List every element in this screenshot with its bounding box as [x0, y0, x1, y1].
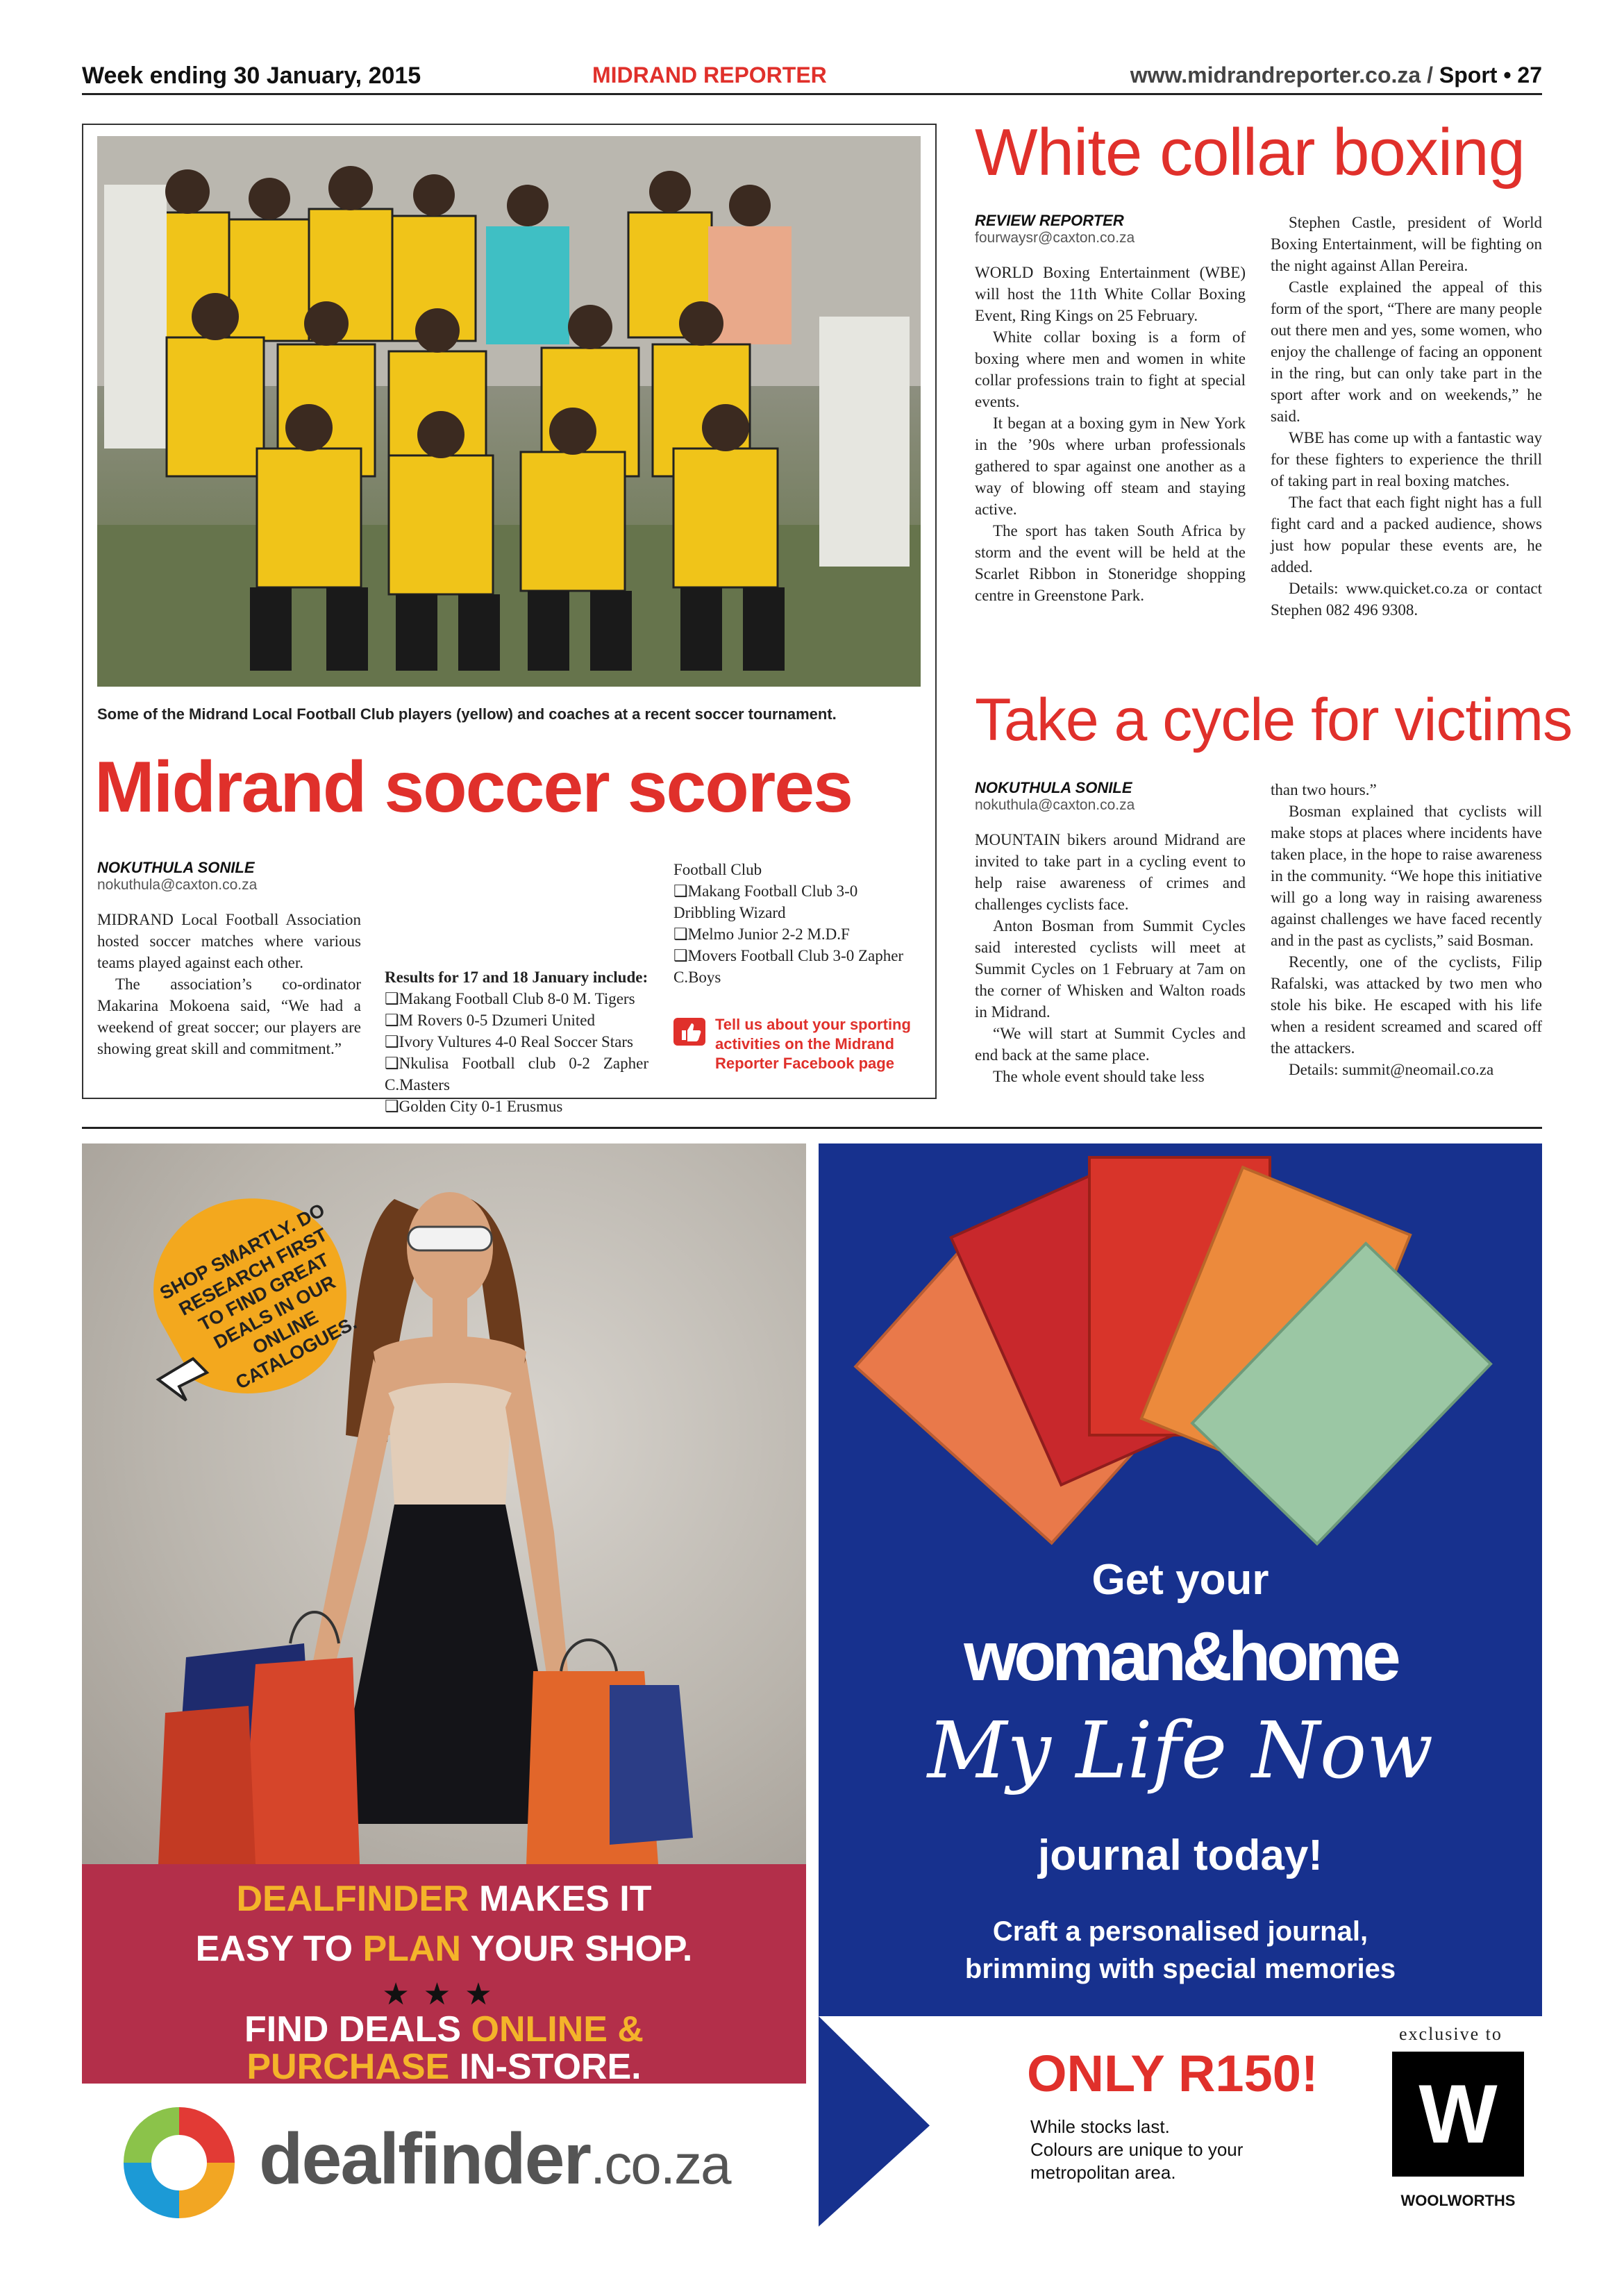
separator: / [1421, 62, 1439, 87]
boxing-column-2 [1271, 212, 1542, 621]
website-url[interactable]: www.midrandreporter.co.za [1130, 62, 1421, 87]
offer-terms: While stocks last. Colours are unique to your metropolitan area. [1030, 2116, 1244, 2183]
paragraph: than two hours.” [1271, 781, 1377, 798]
result-item: ❑ Ivory Vultures 4-0 Real Soccer Stars [385, 1031, 648, 1053]
woolworths-wordmark: WOOLWORTHS [1400, 2192, 1516, 2209]
paragraph: MOUNTAIN bikers around Midrand are invited to take part in a cycling event to help raise awareness of crimes and challenges cyclists face. [975, 831, 1246, 913]
dealfinder-logo-icon [117, 2100, 242, 2225]
article-column-2 [385, 966, 648, 1117]
craft-text: Craft a personalised journal, brimming with special memories [964, 1916, 1396, 1984]
band-line-3: FIND DEALS ONLINE & [244, 2009, 644, 2050]
result-item: ❑ Makang Football Club 3-0 Dribbling Wizard [673, 880, 916, 923]
paragraph: The whole event should take less [993, 1068, 1205, 1085]
author-email[interactable]: fourwaysr@caxton.co.za [975, 230, 1135, 246]
paragraph: WBE has come up with a fantastic way for these fighters to experience the thrill of taking part in real boxing matches. [1271, 429, 1542, 489]
section-divider [82, 1127, 1542, 1129]
result-item: ❑ Makang Football Club 8-0 M. Tigers [385, 988, 648, 1009]
soccer-article [82, 124, 937, 1115]
band-line-1: DEALFINDER MAKES IT [236, 1879, 652, 1919]
team-photo [97, 136, 921, 687]
result-item: ❑ Melmo Junior 2-2 M.D.F [673, 923, 916, 945]
paragraph: Details: www.quicket.co.za or contact Stephen 082 496 9308. [1271, 580, 1542, 619]
byline: NOKUTHULA SONILE [975, 779, 1132, 796]
author-email[interactable]: nokuthula@caxton.co.za [97, 877, 258, 893]
result-item: Football Club [673, 861, 762, 878]
band-line-4: PURCHASE IN-STORE. [246, 2047, 642, 2087]
photo-caption: Some of the Midrand Local Football Club players (yellow) and coaches at a recent soccer tournament. [97, 705, 837, 723]
paragraph: The fact that each fight night has a full fight card and a packed audience, shows just how popular these events are, he added. [1271, 494, 1542, 576]
results-heading: Results for 17 and 18 January include: [385, 969, 648, 986]
cycle-column-2 [1271, 779, 1542, 1080]
paragraph: “We will start at Summit Cycles and end back at the same place. [975, 1025, 1246, 1064]
header-right [1130, 62, 1542, 88]
star-divider: ★★★ [382, 1977, 506, 2012]
article-column-1 [97, 859, 361, 1059]
journal-name: My Life Now [927, 1706, 1434, 1796]
byline: REVIEW REPORTER [975, 212, 1124, 229]
dealfinder-wordmark: dealfinder.co.za [259, 2119, 730, 2199]
woolworths-logo-icon: W [1392, 2052, 1524, 2177]
paragraph: Recently, one of the cyclists, Filip Rafalski, was attacked by two men who stole his bike. He escaped with his life when a resident screamed and scared off the attackers. [1271, 953, 1542, 1057]
paragraph: It began at a boxing gym in New York in the ’90s where urban professionals gathered to spar against one another as a way of blowing off steam and staying active. [975, 414, 1246, 518]
paragraph: MIDRAND Local Football Association hosted soccer matches where various teams played against each other. [97, 911, 361, 971]
section-page: Sport • 27 [1439, 62, 1542, 87]
exclusive-to: exclusive to [1399, 2024, 1502, 2044]
badge-text: SHOP SMARTLY. DO RESEARCH FIRST TO FIND GREAT DEALS IN OUR ONLINE CATALOGUES. [156, 1199, 360, 1393]
price: ONLY R150! [1027, 2045, 1319, 2102]
journals-illustration [819, 1143, 1542, 1553]
headline-cycle: Take a cycle for victims [975, 687, 1573, 753]
paragraph: The sport has taken South Africa by storm and the event will be held at the Scarlet Ribbon in Stoneridge shopping centre in Greenstone Park. [975, 522, 1246, 604]
brand-logo: woman&home [964, 1618, 1397, 1695]
result-item: ❑ Movers Football Club 3-0 Zapher C.Boys [673, 945, 916, 988]
issue-date: Week ending 30 January, 2015 [82, 62, 421, 89]
facebook-prompt-text: Tell us about your sporting activities on the Midrand Reporter Facebook page [715, 1016, 911, 1072]
boxing-column-1 [975, 212, 1246, 606]
masthead: MIDRAND REPORTER [592, 62, 827, 87]
result-item: ❑ M Rovers 0-5 Dzumeri United [385, 1009, 648, 1031]
thumbs-up-icon [673, 1018, 705, 1046]
shop-smartly-badge [131, 1178, 367, 1414]
paragraph: White collar boxing is a form of boxing where men and women in white collar professions train to fight at special events. [975, 328, 1246, 410]
paragraph: Stephen Castle, president of World Boxing Entertainment, will be fighting on the night against Allan Pereira. [1271, 214, 1542, 274]
womanhome-ad[interactable] [819, 1143, 1542, 2227]
dealfinder-logo[interactable] [82, 2084, 806, 2227]
dealfinder-band [82, 1864, 806, 2087]
paragraph: Bosman explained that cyclists will make stops at places where incidents have taken place, in the hope to raise awareness in the community. “We hope this initiative will go a long way in raising awareness against challenges we have faced recently and in the past as cyclists,” said Bosman. [1271, 803, 1542, 949]
get-your: Get your [1091, 1556, 1269, 1604]
page-header [82, 62, 1542, 95]
result-item: ❑ Nkulisa Football club 0-2 Zapher C.Masters [385, 1053, 648, 1096]
result-item: ❑ Golden City 0-1 Erusmus [385, 1096, 648, 1117]
headline: Midrand soccer scores [94, 747, 852, 828]
paragraph: Anton Bosman from Summit Cycles said interested cyclists will meet at Summit Cycles on 1 February at 7am on the corner of Whisken and Walton roads in Midrand. [975, 917, 1246, 1021]
journal-today: journal today! [1038, 1832, 1323, 1879]
paragraph: The association’s co-ordinator Makarina Mokoena said, “We had a weekend of great soccer; our players are showing great skill and commitment.” [97, 975, 361, 1057]
paragraph: Castle explained the appeal of this form of the sport, “There are many people out there men and yes, some women, who enjoy the challenge of facing an opponent in the ring, but can only take part in the sport after work and on weekends,” he said. [1271, 278, 1542, 425]
dealfinder-ad[interactable] [82, 1143, 806, 2227]
article-column-3 [673, 859, 916, 988]
author-email[interactable]: nokuthula@caxton.co.za [975, 797, 1135, 813]
paragraph: Details: summit@neomail.co.za [1289, 1061, 1494, 1078]
byline: NOKUTHULA SONILE [97, 859, 255, 876]
paragraph: WORLD Boxing Entertainment (WBE) will host the 11th White Collar Boxing Event, Ring Kings on 25 February. [975, 264, 1246, 324]
band-line-2: EASY TO PLAN YOUR SHOP. [195, 1929, 693, 1969]
headline-boxing: White collar boxing [975, 115, 1525, 190]
cycle-column-1 [975, 779, 1246, 1087]
